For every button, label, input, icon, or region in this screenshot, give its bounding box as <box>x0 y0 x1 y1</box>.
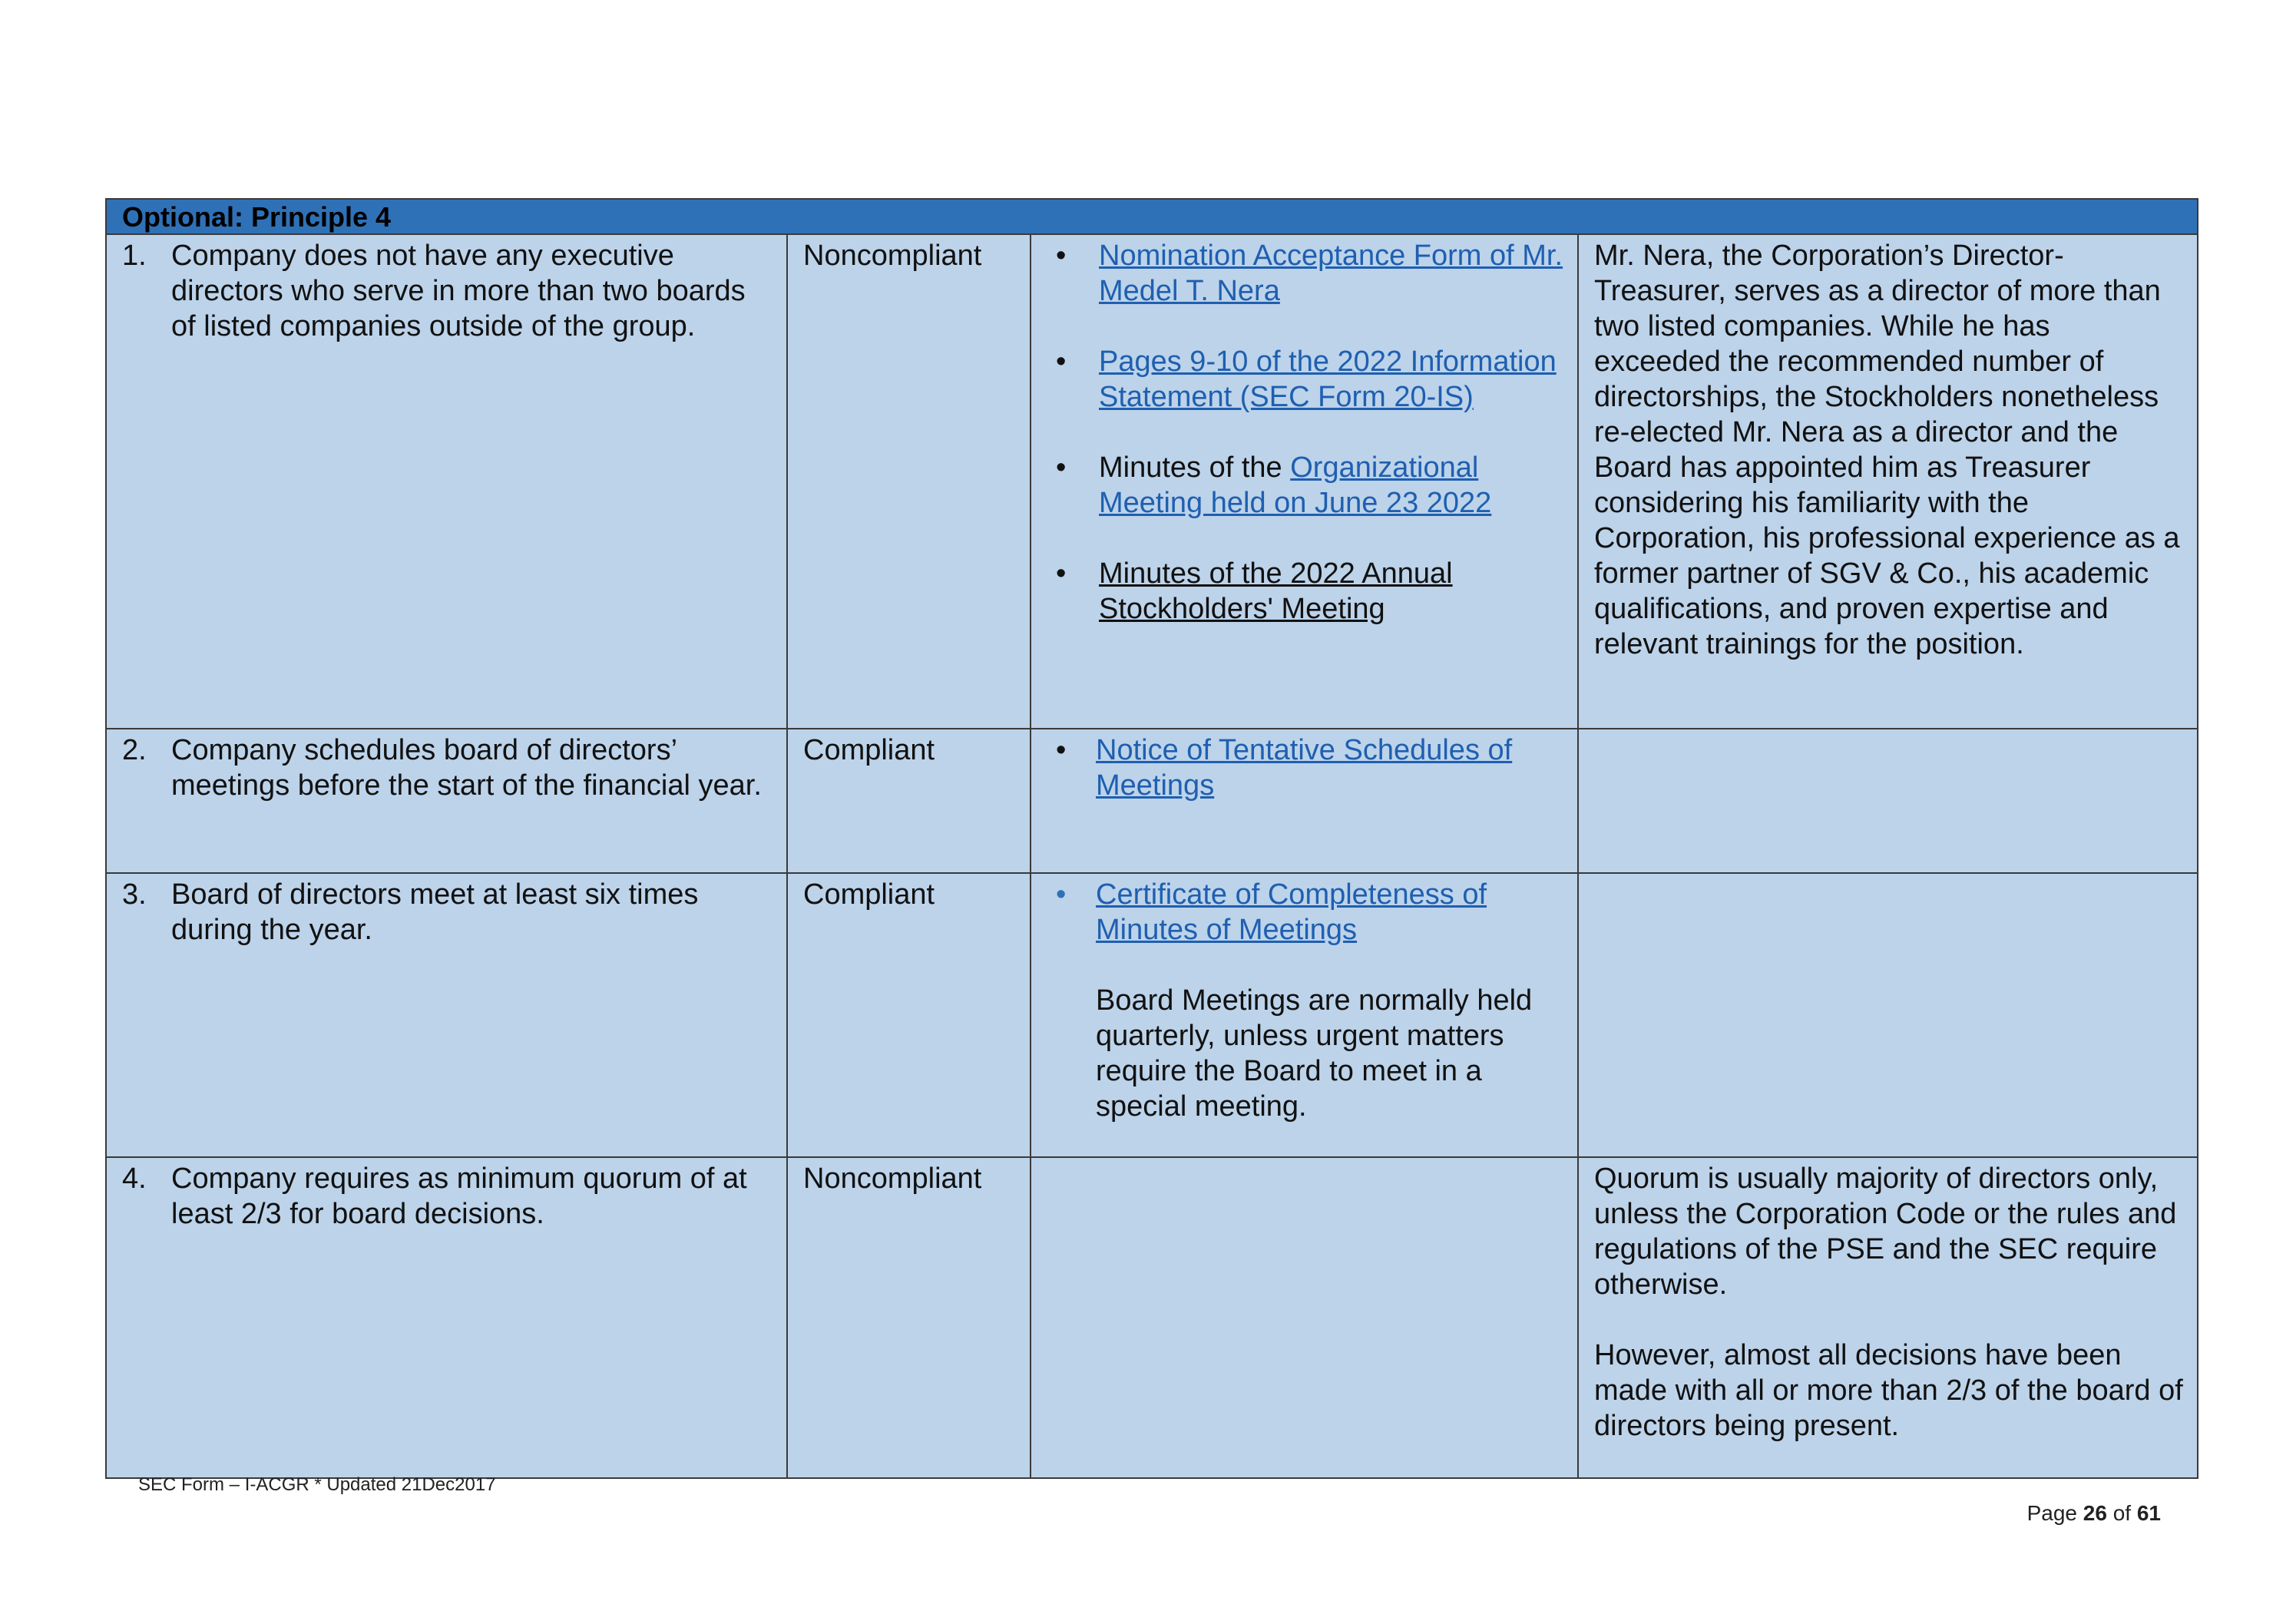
evidence-item <box>1047 877 1563 948</box>
recommendation-text: Board of directors meet at least six times during the year. <box>171 878 699 946</box>
tentative-schedules-link[interactable]: Notice of Tentative Schedules of Meetings <box>1096 734 1513 802</box>
evidence-item <box>1047 238 1563 309</box>
status-cell: Noncompliant <box>787 1157 1031 1478</box>
evidence-item <box>1047 733 1563 803</box>
page-total: 61 <box>2136 1501 2161 1525</box>
certificate-completeness-link[interactable]: Certificate of Completeness of Minutes of Meetings <box>1096 878 1487 946</box>
table-row <box>106 234 2198 729</box>
bullet-icon: • <box>1056 240 1067 272</box>
recommendation-cell <box>106 873 787 1157</box>
recommendation-text: Company does not have any executive directors who serve in more than two boards of listed companies outside of the group. <box>171 240 746 342</box>
organizational-meeting-link[interactable]: Organizational Meeting held on June 23 2022 <box>1099 451 1492 519</box>
item-number: 2. <box>122 734 147 766</box>
recommendation-cell <box>106 729 787 873</box>
bullet-icon: • <box>1056 734 1067 766</box>
evidence-note: Board Meetings are normally held quarterly, unless urgent matters require the Board to meet in a special meeting. <box>1096 984 1533 1123</box>
section-header: Optional: Principle 4 <box>106 199 2198 234</box>
annual-meeting-minutes-link[interactable]: Minutes of the 2022 Annual Stockholders' Meeting <box>1099 557 1453 625</box>
status-cell: Noncompliant <box>787 234 1031 729</box>
explanation-cell <box>1578 1157 2198 1478</box>
bullet-icon: • <box>1056 878 1067 911</box>
nomination-form-link[interactable]: Nomination Acceptance Form of Mr. Medel T. Nera <box>1099 240 1563 307</box>
bullet-icon: • <box>1056 451 1067 484</box>
evidence-cell <box>1031 729 1578 873</box>
recommendation-text: Company requires as minimum quorum of at least 2/3 for board decisions. <box>171 1163 747 1230</box>
recommendation-text: Company schedules board of directors’ meetings before the start of the financial year. <box>171 734 762 802</box>
evidence-list <box>1047 238 1563 627</box>
evidence-cell <box>1031 234 1578 729</box>
form-label: SEC Form – I-ACGR * Updated 21Dec2017 <box>138 1474 496 1495</box>
recommendation-cell <box>106 234 787 729</box>
evidence-prefix: Minutes of the <box>1099 451 1291 484</box>
table-row <box>106 873 2198 1157</box>
table-header-row <box>106 199 2198 234</box>
explanation-cell <box>1578 873 2198 1157</box>
explanation-text: Mr. Nera, the Corporation’s Director-Treasurer, serves as a director of more than two listed companies. While he has exceeded the recommended number of directorships, the Stockholders nonetheless re-elected Mr. Nera as a director and the Board has appointed him as Treasurer considering his familiarity with the Corporation, his professional experience as a former partner of SGV & Co., his academic qualifications, and proven expertise and relevant trainings for the position. <box>1594 240 2180 660</box>
page-of: of <box>2112 1501 2132 1525</box>
table-row <box>106 729 2198 873</box>
page-current: 26 <box>2083 1501 2107 1525</box>
page-number <box>2027 1501 2161 1526</box>
explanation-cell <box>1578 234 2198 729</box>
page-word: Page <box>2026 1501 2077 1525</box>
item-number: 3. <box>122 878 147 911</box>
evidence-list <box>1047 733 1563 803</box>
recommendation-cell <box>106 1157 787 1478</box>
status-cell: Compliant <box>787 729 1031 873</box>
bullet-icon: • <box>1056 557 1067 590</box>
status-cell: Compliant <box>787 873 1031 1157</box>
item-number: 1. <box>122 240 147 272</box>
explanation-cell <box>1578 729 2198 873</box>
bullet-icon: • <box>1056 346 1067 378</box>
item-number: 4. <box>122 1163 147 1195</box>
table-row <box>106 1157 2198 1478</box>
information-statement-link[interactable]: Pages 9-10 of the 2022 Information Statement (SEC Form 20-IS) <box>1099 346 1557 413</box>
evidence-item <box>1047 344 1563 415</box>
evidence-list <box>1047 877 1563 948</box>
explanation-text: However, almost all decisions have been made with all or more than 2/3 of the board of directors being present. <box>1594 1339 2183 1442</box>
evidence-cell <box>1031 873 1578 1157</box>
evidence-item <box>1047 450 1563 521</box>
explanation-text: Quorum is usually majority of directors only, unless the Corporation Code or the rules and regulations of the PSE and the SEC require otherwise. <box>1594 1163 2177 1301</box>
evidence-cell <box>1031 1157 1578 1478</box>
evidence-item <box>1047 556 1563 627</box>
principle-table <box>105 198 2198 1479</box>
